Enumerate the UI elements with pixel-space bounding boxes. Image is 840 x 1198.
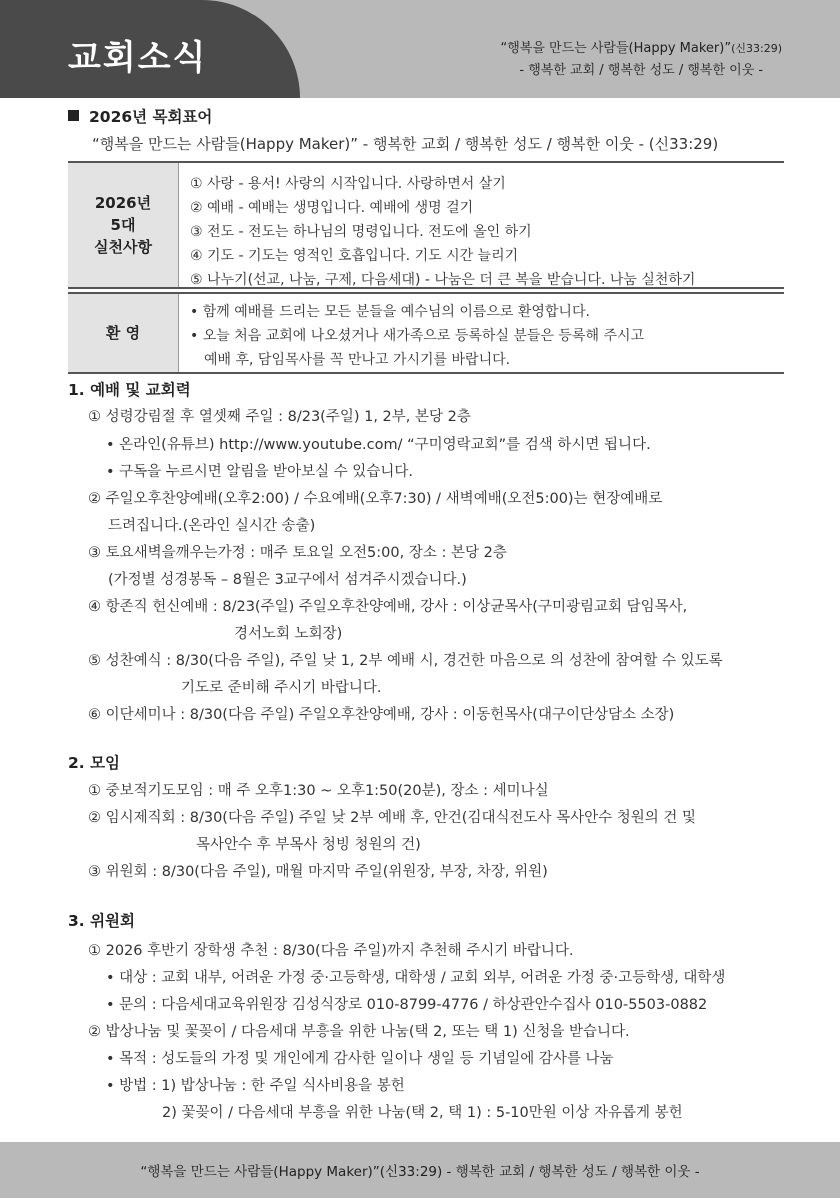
header-motto [501, 38, 782, 82]
welcome-box [68, 292, 784, 374]
page-title: 교회소식 [68, 38, 208, 78]
worship-line: 드려집니다.(온라인 실시간 송출) [108, 518, 316, 534]
worship-line: ① 성령강림절 후 열셋째 주일 : 8/23(주일) 1, 2부, 본당 2층 [88, 409, 471, 425]
header-motto-line1: “행복을 만드는 사람들(Happy Maker)” [500, 41, 732, 56]
committee-line: • 목적 : 성도들의 가정 및 개인에게 감사한 일이나 생일 등 기념일에 감사를 나눔 [106, 1051, 614, 1067]
worship-line: • 구독을 누르시면 알림을 받아보실 수 있습니다. [106, 464, 413, 480]
meeting-line: ① 중보적기도모임 : 매 주 오후1:30 ~ 오후1:50(20분), 장소 : 세미나실 [88, 783, 549, 799]
worship-line: 기도로 준비해 주시기 바랍니다. [181, 680, 382, 696]
committee-line: • 방법 : 1) 밥상나눔 : 한 주일 식사비용을 봉헌 [106, 1078, 405, 1094]
worship-line: ③ 토요새벽을깨우는가정 : 매주 토요일 오전5:00, 장소 : 본당 2층 [88, 545, 507, 561]
worship-line: (가정별 성경봉독 – 8월은 3교구에서 섬겨주시겠습니다.) [108, 572, 467, 588]
worship-line: ④ 항존직 헌신예배 : 8/23(주일) 주일오후찬양예배, 강사 : 이상균목사(구미광림교회 담임목사, [88, 599, 688, 615]
worship-line: • 온라인(유튜브) http://www.youtube.com/ “구미영락교회”를 검색 하시면 됩니다. [106, 437, 651, 453]
welcome-item: • 오늘 처음 교회에 나오셨거나 새가족으로 등록하실 분들은 등록해 주시고 [190, 328, 645, 344]
practice-label-line: 5대 [110, 216, 136, 234]
goal-heading [68, 106, 212, 128]
welcome-label: 환 영 [68, 294, 179, 372]
meeting-line: 목사안수 후 부목사 청빙 청원의 건) [196, 837, 421, 853]
header-bar [0, 0, 840, 98]
worship-line: 경서노회 노회장) [234, 626, 343, 642]
practice-item: ⑤ 나누기(선교, 나눔, 구제, 다음세대) - 나눔은 더 큰 복을 받습니다. 나눔 실천하기 [190, 272, 696, 288]
goal-heading-text: 2026년 목회표어 [89, 108, 213, 126]
meeting-line: ② 임시제직회 : 8/30(다음 주일) 주일 낮 2부 예배 후, 안건(김대식전도사 목사안수 청원의 건 및 [88, 810, 697, 826]
committee-line: • 문의 : 다음세대교육위원장 김성식장로 010-8799-4776 / 하상관안수집사 010-5503-0882 [106, 997, 708, 1013]
meeting-line: ③ 위원회 : 8/30(다음 주일), 매월 마지막 주일(위원장, 부장, 차장, 위원) [88, 864, 548, 880]
header-title-tab [0, 0, 300, 98]
practice-item: ③ 전도 - 전도는 하나님의 명령입니다. 전도에 올인 하기 [190, 224, 532, 240]
practice-label-line: 2026년 [94, 194, 152, 212]
section-title-committee: 3. 위원회 [68, 912, 135, 930]
header-motto-ref: (신33:29) [731, 42, 782, 55]
practice-item: ④ 기도 - 기도는 영적인 호흡입니다. 기도 시간 늘리기 [190, 248, 519, 264]
practice-item: ② 예배 - 예배는 생명입니다. 예배에 생명 걸기 [190, 200, 474, 216]
worship-line: ② 주일오후찬양예배(오후2:00) / 수요예배(오후7:30) / 새벽예배(오전5:00)는 현장예배로 [88, 491, 663, 507]
committee-line: ① 2026 후반기 장학생 추천 : 8/30(다음 주일)까지 추천해 주시기 바랍니다. [88, 943, 574, 959]
practice-item: ① 사랑 - 용서! 사랑의 시작입니다. 사랑하면서 살기 [190, 176, 506, 192]
welcome-list [190, 300, 644, 372]
footer-bar [0, 1142, 840, 1198]
section-title-worship: 1. 예배 및 교회력 [68, 381, 191, 399]
welcome-item: • 함께 예배를 드리는 모든 분들을 예수님의 이름으로 환영합니다. [190, 304, 590, 320]
section-title-meeting: 2. 모임 [68, 754, 121, 772]
practice-label-line: 실천사항 [94, 238, 152, 256]
welcome-item: 예배 후, 담임목사를 꼭 만나고 가시기를 바랍니다. [204, 352, 511, 368]
worship-line: ⑤ 성찬예식 : 8/30(다음 주일), 주일 낮 1, 2부 예배 시, 경건한 마음으로 의 성찬에 참여할 수 있도록 [88, 653, 723, 669]
practice-box [68, 161, 784, 289]
header-motto-line2: - 행복한 교회 / 행복한 성도 / 행복한 이웃 - [519, 63, 764, 78]
committee-line: • 대상 : 교회 내부, 어려운 가정 중·고등학생, 대학생 / 교회 외부, 어려운 가정 중·고등학생, 대학생 [106, 970, 726, 986]
committee-line: 2) 꽃꽂이 / 다음세대 부흥을 위한 나눔(택 2, 택 1) : 5-10만원 이상 자유롭게 봉헌 [162, 1105, 683, 1121]
footer-motto: “행복을 만드는 사람들(Happy Maker)”(신33:29) - 행복한 교회 / 행복한 성도 / 행복한 이웃 - [140, 1164, 700, 1180]
goal-motto: “행복을 만드는 사람들(Happy Maker)” - 행복한 교회 / 행복한 성도 / 행복한 이웃 - (신33:29) [92, 135, 719, 153]
bullet-square-icon [68, 110, 79, 121]
practice-list [190, 172, 695, 292]
worship-line: ⑥ 이단세미나 : 8/30(다음 주일) 주일오후찬양예배, 강사 : 이동헌목사(대구이단상담소 소장) [88, 707, 675, 723]
practice-label [68, 163, 179, 287]
committee-line: ② 밥상나눔 및 꽃꽂이 / 다음세대 부흥을 위한 나눔(택 2, 또는 택 1) 신청을 받습니다. [88, 1024, 630, 1040]
